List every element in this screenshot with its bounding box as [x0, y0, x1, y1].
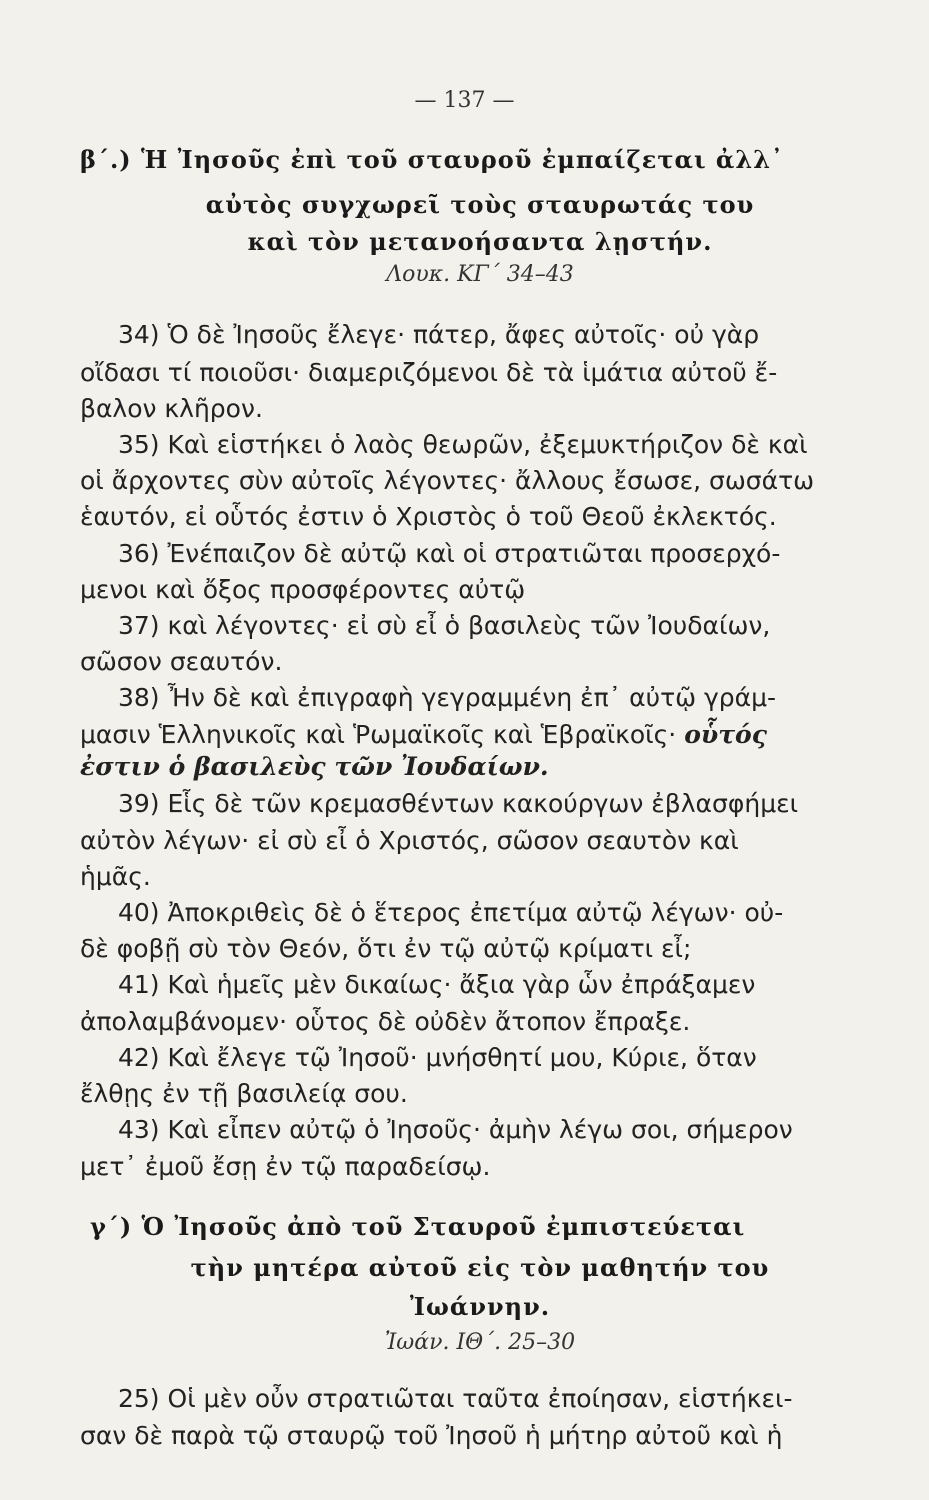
verse-line: 35) Καὶ εἱστήκει ὁ λαὸς θεωρῶν, ἐξεμυκτήριζον δὲ καὶ — [118, 430, 808, 459]
section-b-heading-line-1: β΄.) Ἡ Ἰησοῦς ἐπὶ τοῦ σταυροῦ ἐμπαίζεται ἀλλ᾽ — [80, 145, 785, 174]
section-c-heading-line-3: Ἰωάννην. — [409, 1292, 551, 1321]
section-b-heading-line-3: καὶ τὸν μετανοήσαντα λῃστήν. — [247, 227, 713, 256]
section-c-reference: Ἰωάν. ΙΘ΄. 25–30 — [384, 1330, 576, 1355]
verse-line: οἱ ἄρχοντες σὺν αὐτοῖς λέγοντες· ἄλλους ἔσωσε, σωσάτω — [80, 466, 815, 495]
page-number: — 137 — — [414, 88, 515, 113]
verse-line: 39) Εἷς δὲ τῶν κρεμασθέντων κακούργων ἐβλασφήμει — [118, 789, 799, 818]
verse-line: 42) Καὶ ἔλεγε τῷ Ἰησοῦ· μνήσθητί μου, Κύριε, ὅταν — [118, 1043, 757, 1072]
verse-line: 34) Ὁ δὲ Ἰησοῦς ἔλεγε· πάτερ, ἄφες αὐτοῖς· οὐ γὰρ — [118, 320, 760, 349]
verse-line: μετ᾽ ἐμοῦ ἔσῃ ἐν τῷ παραδείσῳ. — [80, 1152, 491, 1181]
verse-line: 38) Ἦν δὲ καὶ ἐπιγραφὴ γεγραμμένη ἐπ᾽ αὐτῷ γράμ- — [118, 683, 777, 712]
verse-line: βαλον κλῆρον. — [80, 394, 263, 423]
inscription-text: οὗτός — [684, 720, 767, 749]
verse-line: 43) Καὶ εἶπεν αὐτῷ ὁ Ἰησοῦς· ἀμὴν λέγω σοι, σήμερον — [118, 1115, 793, 1144]
verse-line: 25) Οἱ μὲν οὖν στρατιῶται ταῦτα ἐποίησαν, εἱστήκει- — [118, 1384, 793, 1413]
verse-line: 36) Ἐνέπαιζον δὲ αὐτῷ καὶ οἱ στρατιῶται προσερχό- — [118, 539, 781, 568]
verse-line: 40) Ἀποκριθεὶς δὲ ὁ ἕτερος ἐπετίμα αὐτῷ λέγων· οὐ- — [118, 898, 784, 927]
verse-line: αὐτὸν λέγων· εἰ σὺ εἶ ὁ Χριστός, σῶσον σεαυτὸν καὶ — [80, 826, 739, 855]
verse-line: 37) καὶ λέγοντες· εἰ σὺ εἶ ὁ βασιλεὺς τῶν Ἰουδαίων, — [118, 611, 771, 640]
section-b-heading-line-2: αὐτὸς συγχωρεῖ τοὺς σταυρωτάς του — [205, 190, 755, 219]
verse-line: ἑαυτόν, εἰ οὗτός ἐστιν ὁ Χριστὸς ὁ τοῦ Θεοῦ ἐκλεκτός. — [80, 502, 777, 531]
verse-line: ἡμᾶς. — [80, 862, 151, 891]
verse-line: σαν δὲ παρὰ τῷ σταυρῷ τοῦ Ἰησοῦ ἡ μήτηρ αὐτοῦ καὶ ἡ — [80, 1421, 783, 1450]
verse-text: μασιν Ἑλληνικοῖς καὶ Ῥωμαϊκοῖς καὶ Ἑβραϊκοῖς· — [80, 720, 677, 749]
verse-line: σῶσον σεαυτόν. — [80, 647, 283, 676]
verse-line: οἴδασι τί ποιοῦσι· διαμεριζόμενοι δὲ τὰ ἱμάτια αὐτοῦ ἔ- — [80, 358, 778, 387]
verse-line: μενοι καὶ ὄξος προσφέροντες αὐτῷ — [80, 575, 526, 604]
section-c-heading-line-2: τὴν μητέρα αὐτοῦ εἰς τὸν μαθητήν του — [190, 1253, 770, 1282]
verse-line: ἀπολαμβάνομεν· οὗτος δὲ οὐδὲν ἄτοπον ἔπραξε. — [80, 1007, 691, 1036]
section-b-reference: Λουκ. ΚΓ΄ 34–43 — [386, 262, 574, 287]
verse-line: ἔλθῃς ἐν τῇ βασιλείᾳ σου. — [80, 1079, 408, 1108]
verse-line: δὲ φοβῇ σὺ τὸν Θεόν, ὅτι ἐν τῷ αὐτῷ κρίματι εἶ; — [80, 934, 692, 963]
inscription-line: ἐστιν ὁ βασιλεὺς τῶν Ἰουδαίων. — [80, 752, 549, 781]
verse-line: 41) Καὶ ἡμεῖς μὲν δικαίως· ἄξια γὰρ ὧν ἐπράξαμεν — [118, 970, 756, 999]
section-c-heading-line-1: γ΄) Ὁ Ἰησοῦς ἀπὸ τοῦ Σταυροῦ ἐμπιστεύεται — [90, 1212, 746, 1241]
verse-line-with-inscription — [80, 720, 767, 749]
